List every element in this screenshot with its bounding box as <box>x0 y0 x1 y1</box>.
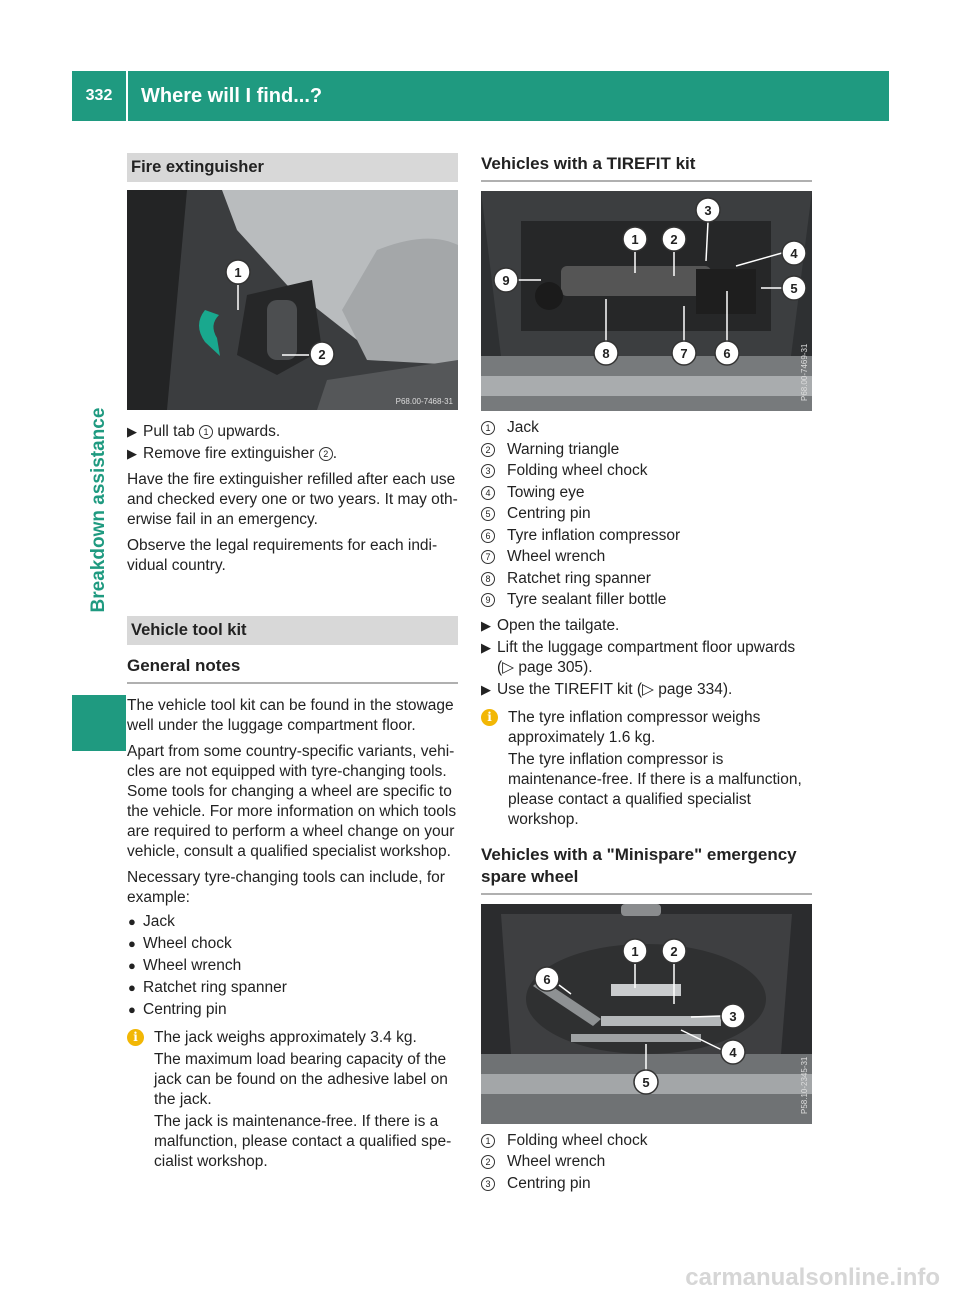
watermark: carmanualsonline.info <box>685 1264 940 1291</box>
paragraph: The vehicle tool kit can be found in the stowage well under the luggage compartment floor. <box>127 697 454 734</box>
callout-3 <box>696 198 720 222</box>
legend-item: 3 Folding wheel chock <box>481 461 812 483</box>
instruction-step: ▶ Use the TIREFIT kit (▷ page 334). <box>481 680 733 698</box>
page-reference-link[interactable]: page 334 <box>658 680 723 698</box>
svg-text:2: 2 <box>670 232 678 247</box>
callout-8 <box>594 341 618 365</box>
arrow-icon: ▶ <box>481 681 491 697</box>
callout-1 <box>226 260 250 284</box>
page-reference-link[interactable]: page 305 <box>518 658 584 676</box>
callout-1 <box>623 227 647 251</box>
legend-item: 7 Wheel wrench <box>481 547 812 569</box>
callout-7 <box>672 341 696 365</box>
callout-6 <box>715 341 739 365</box>
side-tab <box>72 300 126 720</box>
svg-text:3: 3 <box>729 1008 737 1024</box>
paragraph: Apart from some country-specific variants, vehi-cles are not equipped with tyre-changing tools. Some tools for changing a wheel are specific to the vehicle. For more information on which tools are required to perform a wheel change on your vehicle, consult a qualified specialist workshop. <box>127 743 457 860</box>
arrow-icon: ▶ <box>127 424 137 439</box>
instruction-step: ▶ Open the tailgate. <box>481 616 620 634</box>
callout-3 <box>721 1004 745 1028</box>
svg-text:3: 3 <box>704 203 712 218</box>
callout-2 <box>310 342 334 366</box>
tirefit-photo <box>481 191 812 411</box>
callout-ref: 2 <box>319 447 333 461</box>
legend-item: 9 Tyre sealant filler bottle <box>481 590 812 612</box>
svg-text:1: 1 <box>234 265 242 280</box>
svg-text:7: 7 <box>680 346 688 361</box>
svg-text:9: 9 <box>502 273 510 288</box>
arrow-icon: ▶ <box>481 617 491 633</box>
right-column <box>481 153 812 1195</box>
paragraph: Have the fire extinguisher refilled after each use and checked every one or two years. It may oth-erwise fail in an emergency. <box>127 471 458 528</box>
image-code: P58.10-2345-31 <box>800 1056 809 1114</box>
fire-extinguisher-heading: Fire extinguisher <box>127 153 458 182</box>
instruction-step: ▶ Remove fire extinguisher 2 . <box>127 445 338 462</box>
minispare-photo <box>481 904 812 1124</box>
paragraph: Observe the legal requirements for each indi-vidual country. <box>127 537 438 574</box>
svg-text:2: 2 <box>318 347 326 362</box>
legend-item: 5 Centring pin <box>481 504 812 526</box>
callout-4 <box>721 1040 745 1064</box>
callout-2 <box>662 227 686 251</box>
side-tab-label: Breakdown assistance <box>88 407 109 613</box>
instruction-step: ▶ Pull tab 1 upwards. <box>127 423 281 440</box>
svg-text:5: 5 <box>790 281 798 296</box>
svg-text:6: 6 <box>723 346 731 361</box>
svg-text:4: 4 <box>729 1044 737 1060</box>
fire-extinguisher-photo <box>127 190 458 410</box>
legend-item: 1 Folding wheel chock <box>481 1131 812 1153</box>
callout-9 <box>494 268 518 292</box>
callout-1 <box>623 939 647 963</box>
legend-item: 3 Centring pin <box>481 1174 812 1196</box>
arrow-icon: ▶ <box>481 639 491 655</box>
tirefit-legend <box>481 418 812 612</box>
svg-text:5: 5 <box>642 1074 650 1090</box>
list-item: ● Centring pin <box>128 1001 227 1018</box>
list-item: ● Ratchet ring spanner <box>128 979 287 996</box>
svg-text:1: 1 <box>631 232 639 247</box>
info-note: i The jack weighs approximately 3.4 kg. The maximum load bearing capacity of the jack can be found on the adhesive label on the jack. The jack is maintenance-free. If there is a malfunction, please contact a qualified spe-cialist workshop. <box>127 1028 458 1172</box>
svg-text:4: 4 <box>790 246 798 261</box>
info-icon: i <box>481 709 498 726</box>
list-item: ● Wheel wrench <box>128 957 242 974</box>
callout-4 <box>782 241 806 265</box>
svg-text:8: 8 <box>602 346 610 361</box>
list-item: ● Wheel chock <box>128 935 232 952</box>
tirefit-heading: Vehicles with a TIREFIT kit <box>481 153 812 182</box>
legend-item: 1 Jack <box>481 418 812 440</box>
legend-item: 8 Ratchet ring spanner <box>481 569 812 591</box>
callout-ref: 1 <box>199 425 213 439</box>
page-title: Where will I find...? <box>141 85 323 107</box>
arrow-icon: ▶ <box>127 446 137 461</box>
legend-item: 6 Tyre inflation compressor <box>481 526 812 548</box>
svg-text:6: 6 <box>543 971 551 987</box>
vehicle-tool-kit-heading: Vehicle tool kit <box>127 616 458 645</box>
side-tab-block <box>72 695 126 751</box>
callout-5 <box>782 276 806 300</box>
callout-6 <box>535 967 559 991</box>
legend-item: 2 Wheel wrench <box>481 1152 812 1174</box>
general-notes-heading: General notes <box>127 655 458 684</box>
legend-item: 2 Warning triangle <box>481 440 812 462</box>
page-ref-icon: ▷ <box>502 658 515 676</box>
list-item: ● Jack <box>128 913 175 930</box>
minispare-heading: Vehicles with a "Minispare" emergency spare wheel <box>481 844 812 895</box>
callout-5 <box>634 1070 658 1094</box>
svg-text:1: 1 <box>631 943 639 959</box>
page-number: 332 <box>85 87 113 104</box>
legend-item: 4 Towing eye <box>481 483 812 505</box>
page-ref-icon: ▷ <box>642 680 654 698</box>
image-code: P68.00-7468-31 <box>395 397 453 406</box>
minispare-legend <box>481 1131 812 1196</box>
header-separator <box>126 71 128 121</box>
paragraph: Necessary tyre-changing tools can include, for example: <box>127 869 445 906</box>
info-note: i The tyre inflation compressor weighs approximately 1.6 kg. The tyre inflation compressor is maintenance-free. If there is a malfunction, please contact a qualified specialist workshop. <box>481 708 812 830</box>
svg-text:2: 2 <box>670 943 678 959</box>
image-code: P68.00-7469-31 <box>800 343 809 401</box>
instruction-step: ▶ Lift the luggage compartment floor upwards (▷ page 305). <box>481 638 796 676</box>
left-column <box>127 153 458 1172</box>
tool-list <box>127 912 458 1020</box>
info-icon: i <box>127 1029 144 1046</box>
callout-2 <box>662 939 686 963</box>
